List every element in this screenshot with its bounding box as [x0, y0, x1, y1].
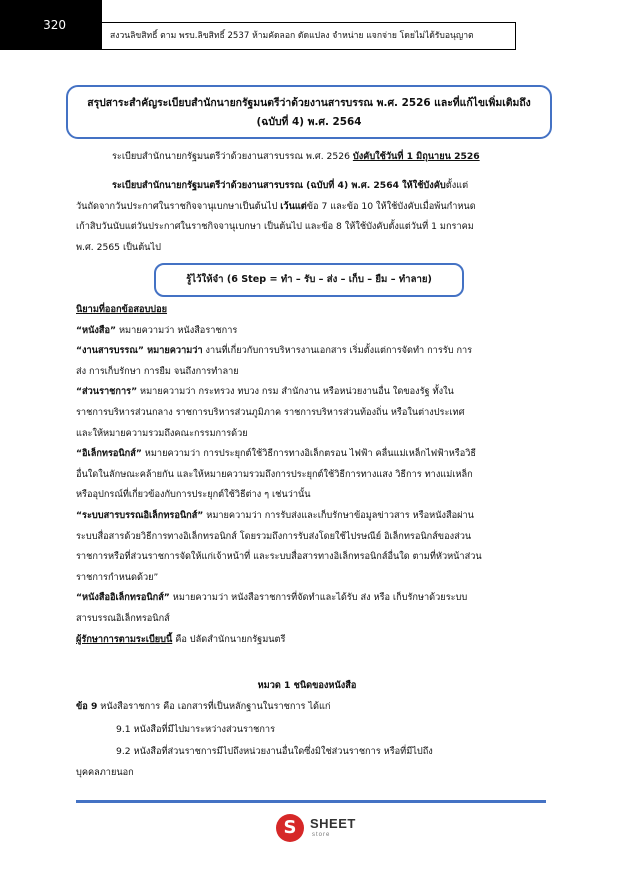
copyright-header: สงวนลิขสิทธิ์ ตาม พรบ.ลิขสิทธิ์ 2537 ห้ามคัดลอก ดัดแปลง จำหน่าย แจกจ่าย โดยไม่ได้รับอนุญาต	[102, 22, 516, 50]
page-number: 320	[43, 18, 66, 32]
sheet-store-logo	[276, 814, 376, 844]
intro-p1-effective: บังคับใช้วันที่ 1 มิถุนายน 2526	[352, 151, 480, 162]
chapter-body	[76, 697, 538, 783]
definitions-heading: นิยามที่ออกข้อสอบบ่อย	[76, 304, 168, 315]
definition-term: “หนังสือ”	[76, 324, 117, 336]
intro-p2-line4: พ.ศ. 2565 เป็นต้นไป	[76, 241, 161, 253]
definition-term: “หนังสืออิเล็กทรอนิกส์”	[76, 592, 170, 604]
clause-sub-1: 9.1 หนังสือที่มีไปมาระหว่างส่วนราชการ	[116, 723, 276, 735]
page-number-block	[0, 0, 102, 50]
definition-item: “หนังสืออิเล็กทรอนิกส์” หมายความว่า หนังสือราชการที่จัดทำและได้รับ ส่ง หรือ เก็บรักษาด้วยระบบ	[76, 592, 468, 604]
intro-paragraph-2	[76, 176, 538, 258]
clause-sub-2: 9.2 หนังสือที่ส่วนราชการมีไปถึงหน่วยงานอื่นใดซึ่งมิใช่ส่วนราชการ หรือที่มีไปถึง	[116, 746, 433, 758]
clause-text: หนังสือราชการ คือ เอกสารที่เป็นหลักฐานในราชการ ได้แก่	[97, 701, 331, 712]
definition-term: “ส่วนราชการ”	[76, 386, 138, 398]
intro-p2-except: เว้นแต่	[280, 200, 307, 212]
logo-s-icon: S	[276, 814, 304, 842]
logo-name: SHEET	[310, 816, 356, 831]
responsible-label: ผู้รักษาการตามระเบียบนี้	[76, 633, 173, 645]
definition-item: “ส่วนราชการ” หมายความว่า กระทรวง ทบวง กรม สำนักงาน หรือหน่วยงานอื่น ใดของรัฐ ทั้งใน	[76, 386, 454, 398]
clause-label: ข้อ 9	[76, 701, 98, 712]
definition-item: “งานสารบรรณ” หมายความว่า งานที่เกี่ยวกับการบริหารงานเอกสาร เริ่มตั้งแต่การจัดทำ การรับ การ	[76, 345, 473, 357]
intro-p2-line2a: วันถัดจากวันประกาศในราชกิจจานุเบกษาเป็นต้นไป	[76, 200, 281, 212]
summary-title-box	[66, 85, 552, 139]
clause-sub-2-cont: บุคคลภายนอก	[76, 766, 134, 778]
definition-term: “งานสารบรรณ” หมายความว่า	[76, 345, 203, 357]
intro-p2-rest: ตั้งแต่	[445, 180, 469, 191]
intro-paragraph-1	[76, 147, 538, 168]
definitions-section: นิยามที่ออกข้อสอบบ่อย “หนังสือ” หมายความว่า หนังสือราชการ “งานสารบรรณ” หมายความว่า งานที่เกี่ยวกับการบริหารงานเอกสาร เริ่มตั้งแต่การจัดทำ การรับ การ ส่ง การเก็บรักษา การยืม จนถึงการทำลาย “ส่วนราชการ” หมายความว่า กระทรวง ทบวง กรม สำนักงาน หรือหน่วยงานอื่น ใดของรัฐ ทั้งใน ราชการบริหารส่วนกลาง ราชการบริหารส่วนภูมิภาค ราชการบริหารส่วนท้องถิ่น หรือในต่างประเทศ และให้หมายความรวมถึงคณะกรรมการด้วย “อิเล็กทรอนิกส์” หมายความว่า การประยุกต์ใช้วิธีการทางอิเล็กตรอน ไฟฟ้า คลื่นแม่เหล็กไฟฟ้าหรือวิธี อื่นใดในลักษณะคล้ายกัน และให้หมายความรวมถึงการประยุกต์ใช้วิธีการทางแสง วิธีการ ทางแม่เหล็ก หรืออุปกรณ์ที่เกี่ยวข้องกับการประยุกต์ใช้วิธีต่าง ๆ เช่นว่านั้น “ระบบสารบรรณอิเล็กทรอนิกส์” หมายความว่า การรับส่งและเก็บรักษาข้อมูลข่าวสาร หรือหนังสือผ่าน ระบบสื่อสารด้วยวิธีการทางอิเล็กทรอนิกส์ โดยรวมถึงการรับส่งโดยใช้ไปรษณีย์ อิเล็กทรอนิกส์ของส่วน ราชการหรือที่ส่วนราชการจัดให้แก่เจ้าหน้าที่ และระบบสื่อสารทางอิเล็กทรอนิกส์อื่นใด ตามที่หัวหน้าส่วน ราชการกำหนดด้วย” “หนังสืออิเล็กทรอนิกส์” หมายความว่า หนังสือราชการที่จัดทำและได้รับ ส่ง หรือ เก็บรักษาด้วยระบบ สารบรรณอิเล็กทรอนิกส์ ผู้รักษาการตามระเบียบนี้ คือ ปลัดสำนักนายกรัฐมนตรี	[76, 300, 538, 650]
definition-item: “อิเล็กทรอนิกส์” หมายความว่า การประยุกต์ใช้วิธีการทางอิเล็กตรอน ไฟฟ้า คลื่นแม่เหล็กไฟฟ้าหรือวิธี	[76, 448, 477, 460]
intro-p1-text: ระเบียบสำนักนายกรัฐมนตรีว่าด้วยงานสารบรรณ พ.ศ. 2526	[112, 151, 353, 162]
definition-item: “หนังสือ” หมายความว่า หนังสือราชการ	[76, 324, 238, 336]
intro-p2-bold: ระเบียบสำนักนายกรัฐมนตรีว่าด้วยงานสารบรรณ (ฉบับที่ 4) พ.ศ. 2564 ให้ใช้บังคับ	[112, 180, 446, 191]
title-line-2: (ฉบับที่ 4) พ.ศ. 2564	[256, 116, 362, 128]
chapter-title: หมวด 1 ชนิดของหนังสือ	[257, 680, 357, 691]
responsible-text: คือ ปลัดสำนักนายกรัฐมนตรี	[172, 633, 286, 645]
definition-term: “ระบบสารบรรณอิเล็กทรอนิกส์”	[76, 509, 204, 521]
definition-item: “ระบบสารบรรณอิเล็กทรอนิกส์” หมายความว่า การรับส่งและเก็บรักษาข้อมูลข่าวสาร หรือหนังสือผ่าน	[76, 509, 474, 521]
intro-p2-line3: เก้าสิบวันนับแต่วันประกาศในราชกิจจานุเบกษา เป็นต้นไป และข้อ 8 ให้ใช้บังคับตั้งแต่วันที่ 1 มกราคม	[76, 221, 474, 233]
intro-p2-line2b: ข้อ 7 และข้อ 10 ให้ใช้บังคับเมื่อพ้นกำหนด	[306, 200, 476, 212]
title-line-1: สรุปสาระสำคัญระเบียบสำนักนายกรัฐมนตรีว่าด้วยงานสารบรรณ พ.ศ. 2526 และที่แก้ไขเพิ่มเติมถึง	[87, 97, 531, 109]
reminder-box: รู้ไว้ให้จำ (6 Step = ทำ – รับ – ส่ง – เก็บ – ยืม – ทำลาย)	[154, 263, 464, 297]
logo-sub: store	[312, 832, 331, 838]
footer-rule	[76, 800, 546, 803]
responsible-line	[76, 630, 538, 651]
definition-term: “อิเล็กทรอนิกส์”	[76, 448, 142, 460]
